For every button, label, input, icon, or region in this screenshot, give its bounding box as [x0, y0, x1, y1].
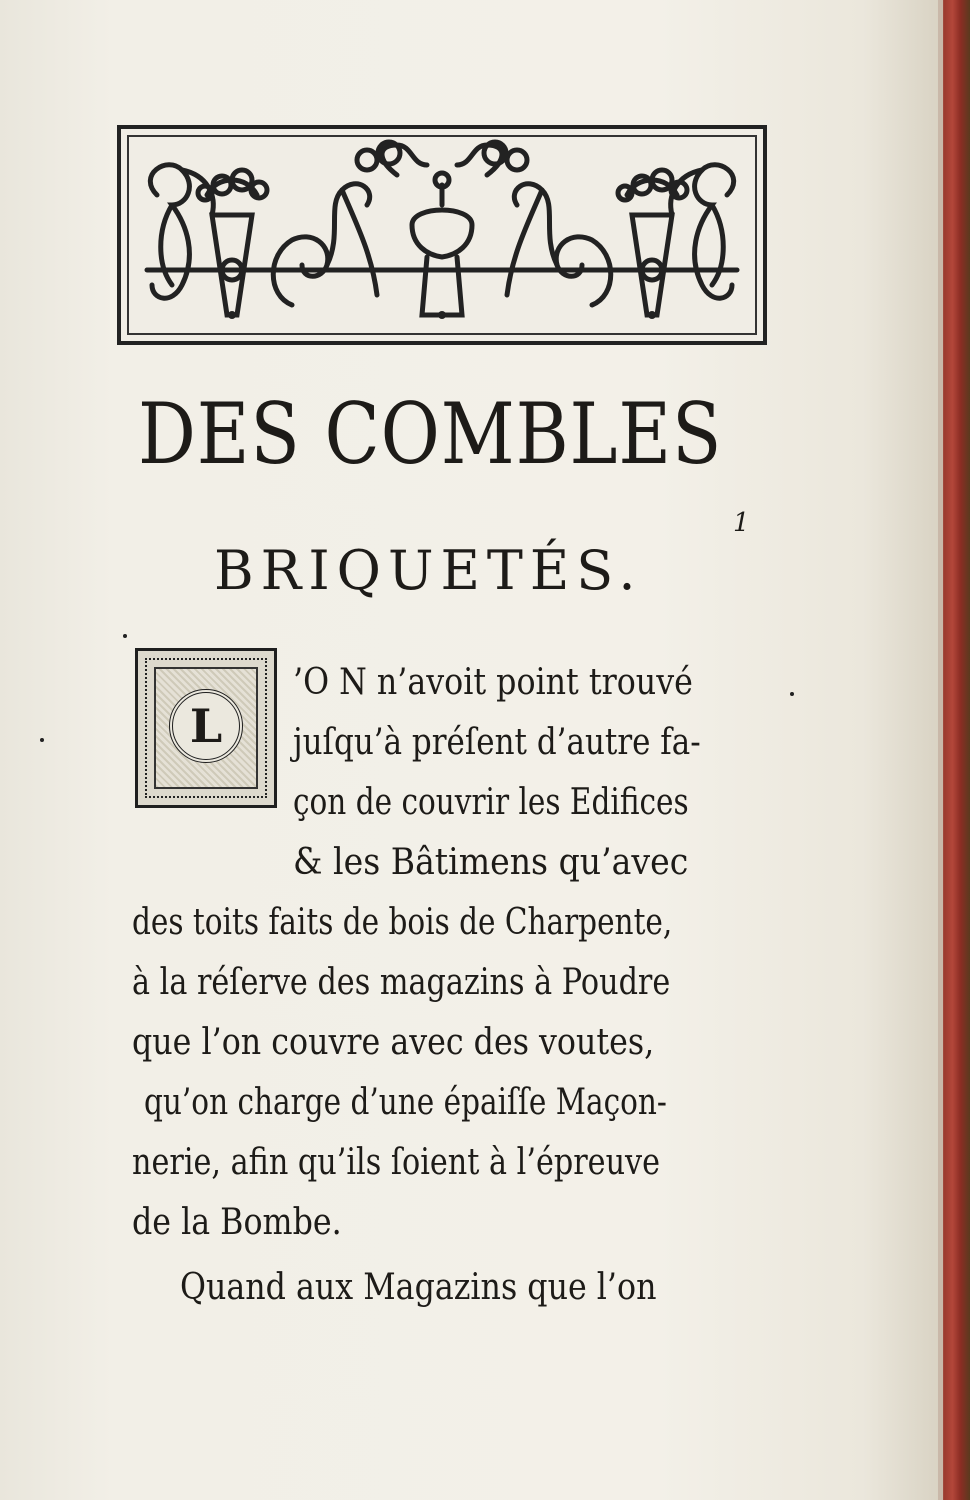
- page-number: 1: [733, 508, 750, 538]
- drop-cap-letter: L: [169, 689, 243, 763]
- text-line: de la Bombe.: [132, 1202, 342, 1243]
- ink-speck: [123, 634, 127, 638]
- text-line: que l’on couvre avec des voutes,: [132, 1022, 655, 1063]
- ink-speck: [40, 738, 44, 742]
- text-line: & les Bâtimens qu’avec: [293, 842, 689, 883]
- text-line: çon de couvrir les Edifices: [293, 782, 689, 823]
- chapter-title: DES COMBLES: [138, 385, 723, 483]
- text-line: juſqu’à préſent d’autre fa-: [293, 722, 701, 763]
- headpiece-ornament: [117, 125, 767, 345]
- floral-scroll-ornament: [127, 135, 757, 335]
- chapter-subtitle: BRIQUETÉS.: [214, 539, 643, 602]
- text-line: nerie, afin qu’ils ſoient à l’épreuve: [132, 1142, 661, 1183]
- text-line: Quand aux Magazins que l’on: [180, 1267, 657, 1308]
- drop-cap: [135, 648, 277, 808]
- text-line: à la réſerve des magazins à Poudre: [132, 962, 671, 1003]
- page-edge-binding: [938, 0, 970, 1500]
- ink-speck: [790, 692, 794, 696]
- text-line: qu’on charge d’une épaiſſe Maçon-: [144, 1082, 667, 1123]
- text-line: des toits faits de bois de Charpente,: [132, 902, 673, 943]
- text-line: ’O N n’avoit point trouvé: [293, 662, 693, 703]
